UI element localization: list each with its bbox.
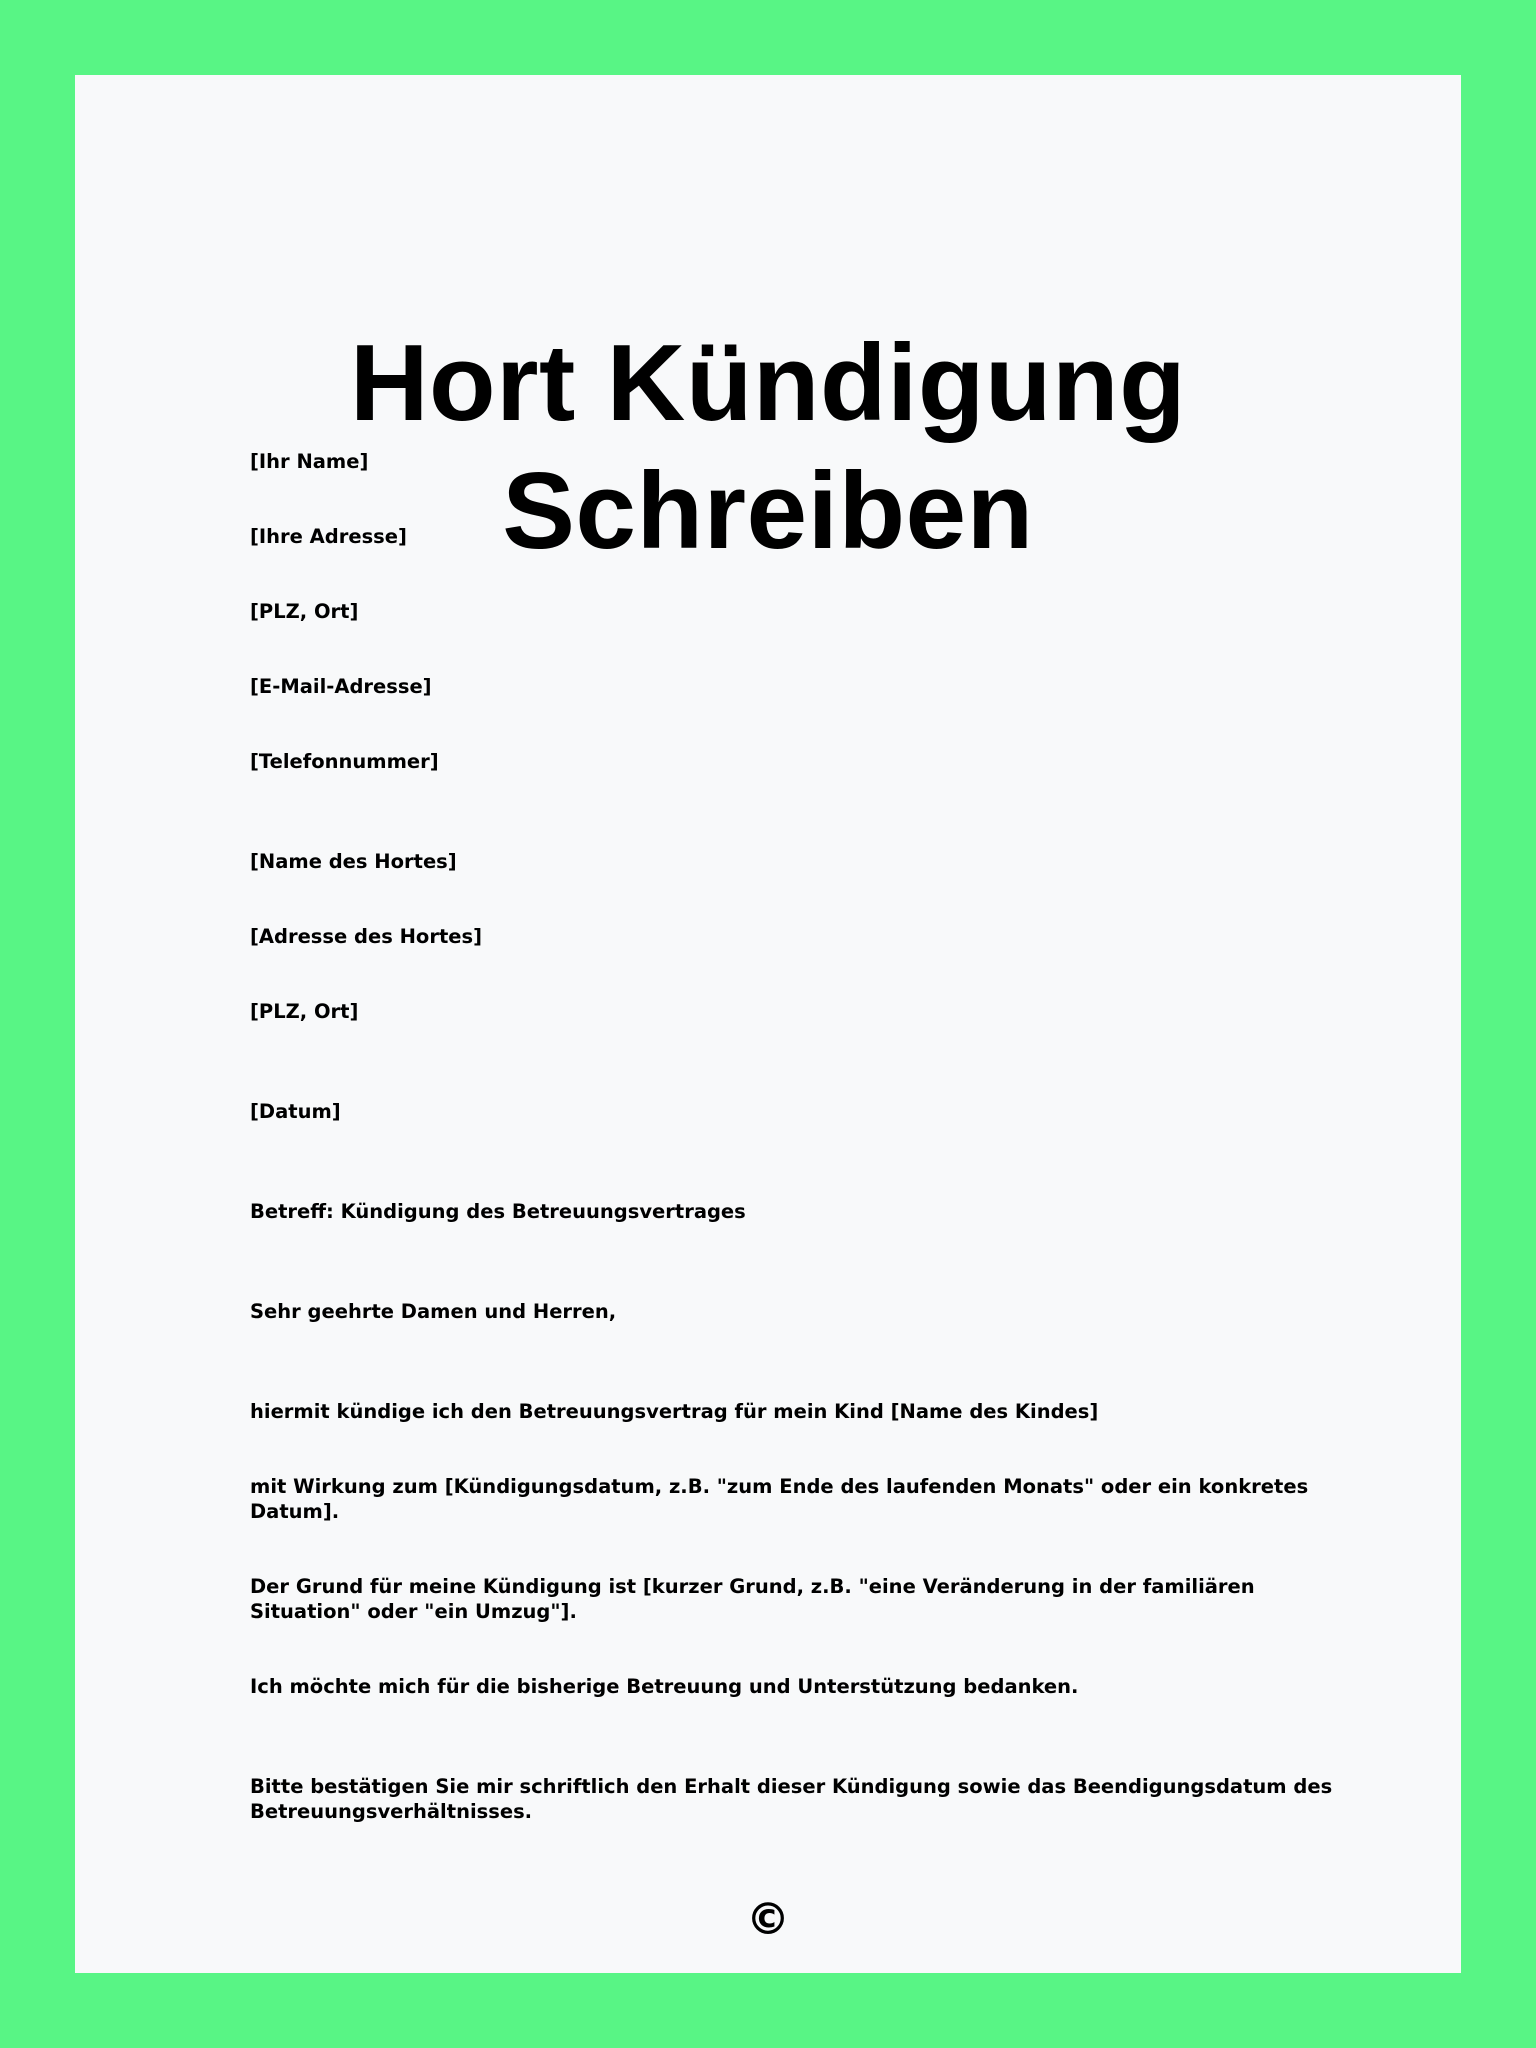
copyright-icon: ©: [746, 1894, 790, 1945]
document-page: [75, 75, 1461, 1973]
sender-email: [E-Mail-Adresse]: [250, 675, 432, 698]
body-paragraph-3: Der Grund für meine Kündigung ist [kurzer Grund, z.B. "eine Veränderung in der familiären Situation" oder "ein Umzug"].: [250, 1575, 1255, 1623]
sender-zip-city: [PLZ, Ort]: [250, 600, 359, 623]
recipient-name: [Name des Hortes]: [250, 850, 457, 873]
sender-phone: [Telefonnummer]: [250, 750, 439, 773]
document-title: Hort Kündigung Schreiben: [349, 322, 1187, 572]
body-paragraph-5: Bitte bestätigen Sie mir schriftlich den Erhalt dieser Kündigung sowie das Beendigungsdatum des Betreuungsverhältnisses.: [250, 1775, 1333, 1823]
recipient-address: [Adresse des Hortes]: [250, 925, 483, 948]
body-paragraph-1: hiermit kündige ich den Betreuungsvertrag für mein Kind [Name des Kindes]: [250, 1400, 1099, 1423]
letter-date: [Datum]: [250, 1100, 341, 1123]
body-paragraph-2: mit Wirkung zum [Kündigungsdatum, z.B. "zum Ende des laufenden Monats" oder ein konkretes Datum].: [250, 1475, 1309, 1523]
letter-salutation: Sehr geehrte Damen und Herren,: [250, 1300, 617, 1323]
body-paragraph-4: Ich möchte mich für die bisherige Betreuung und Unterstützung bedanken.: [250, 1675, 1079, 1698]
recipient-zip-city: [PLZ, Ort]: [250, 1000, 359, 1023]
sender-address: [Ihre Adresse]: [250, 525, 407, 548]
letter-subject: Betreff: Kündigung des Betreuungsvertrages: [250, 1200, 746, 1223]
sender-name: [Ihr Name]: [250, 450, 369, 473]
